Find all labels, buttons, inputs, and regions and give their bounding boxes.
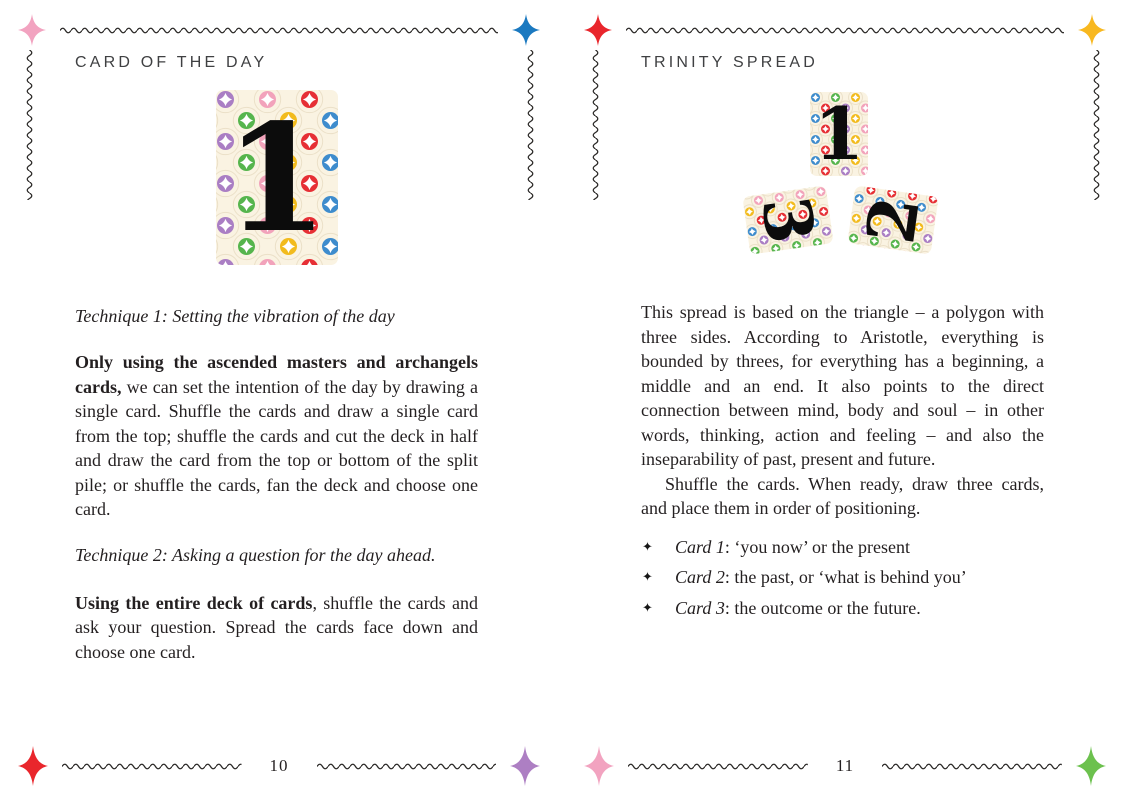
list-item (641, 596, 1044, 621)
wavy-divider (62, 763, 242, 770)
card-meaning-text: : the past, or ‘what is behind you’ (724, 567, 967, 587)
spread-card-3 (742, 185, 833, 254)
spread-description-paragraph: This spread is based on the triangle – a polygon with three sides. According to Aristotle, everything is bounded by threes, for everything has a beginning, a middle and an end. It also points to the direct connection between mind, body and soul – in other words, thinking, action and feeling – and also the inseparability of past, present and future. (641, 302, 1044, 469)
trinity-spread-diagram (641, 90, 1044, 268)
paragraph-body-text: , shuffle the cards and ask your question. Spread the cards face down and choose one card. (75, 592, 478, 662)
wavy-divider (628, 763, 808, 770)
sparkle-icon-top-left (584, 14, 612, 46)
card-label: Card 3 (675, 597, 725, 618)
card-label: Card 1 (675, 536, 725, 557)
card-meaning-list (641, 535, 1044, 621)
sparkle-icon-bottom-right (1076, 746, 1106, 786)
right-wavy-border (527, 50, 534, 200)
left-page-content (75, 0, 478, 664)
page-title: CARD OF THE DAY (75, 54, 268, 71)
bottom-border-row (584, 745, 1106, 787)
sparkle-icon-top-right (1078, 14, 1106, 46)
card-meaning-text: : the outcome or the future. (724, 597, 921, 618)
star-bullet-icon: ✦ (642, 570, 653, 585)
technique-1-paragraph (75, 350, 478, 522)
page-number: 11 (835, 756, 855, 775)
page-title: TRINITY SPREAD (641, 54, 818, 71)
list-item (641, 565, 1044, 590)
left-wavy-border (26, 50, 33, 200)
spread-instructions-paragraph: Shuffle the cards. When ready, draw three cards, and place them in order of positioning. (641, 473, 1044, 518)
page-left (8, 0, 550, 799)
sparkle-icon-bottom-right (510, 746, 540, 786)
page-right (574, 0, 1116, 799)
page-number: 10 (269, 756, 289, 775)
bottom-border-row (18, 745, 540, 787)
paragraph-body-text: we can set the intention of the day by drawing a single card. Shuffle the cards and draw a single card from the top; shuffle the cards and cut the deck in half and draw the card from the top or bottom of the split pile; or shuffle the cards, fan the deck and choose one card. (75, 376, 478, 519)
card-label: Card 2 (675, 567, 725, 587)
spread-card-1 (810, 92, 868, 176)
paragraph-lead-bold: Only using the ascended masters and archangels cards, (75, 352, 478, 397)
card-meaning-text: : ‘you now’ or the present (724, 536, 910, 557)
star-bullet-icon: ✦ (642, 600, 653, 616)
card-number: 2 (851, 191, 935, 249)
sparkle-icon-top-right (512, 14, 540, 46)
wavy-divider (882, 763, 1062, 770)
list-item (641, 535, 1044, 560)
technique-2-paragraph (75, 591, 478, 665)
paragraph-lead-bold: Using the entire deck of cards (75, 592, 313, 613)
sparkle-icon-top-left (18, 14, 46, 46)
technique-1-heading: Technique 1: Setting the vibration of the day (75, 306, 395, 326)
right-page-content (641, 0, 1044, 620)
card-of-the-day (216, 90, 338, 265)
right-wavy-border (1093, 50, 1100, 200)
card-number: 3 (746, 191, 830, 249)
wavy-divider (317, 763, 497, 770)
card-number: 1 (813, 92, 865, 176)
technique-2-heading: Technique 2: Asking a question for the day ahead. (75, 544, 436, 565)
card-number: 1 (225, 90, 328, 265)
sparkle-icon-bottom-left (584, 746, 614, 786)
star-bullet-icon: ✦ (642, 539, 653, 555)
sparkle-icon-bottom-left (18, 746, 48, 786)
spread-card-2 (847, 185, 938, 254)
left-wavy-border (592, 50, 599, 200)
